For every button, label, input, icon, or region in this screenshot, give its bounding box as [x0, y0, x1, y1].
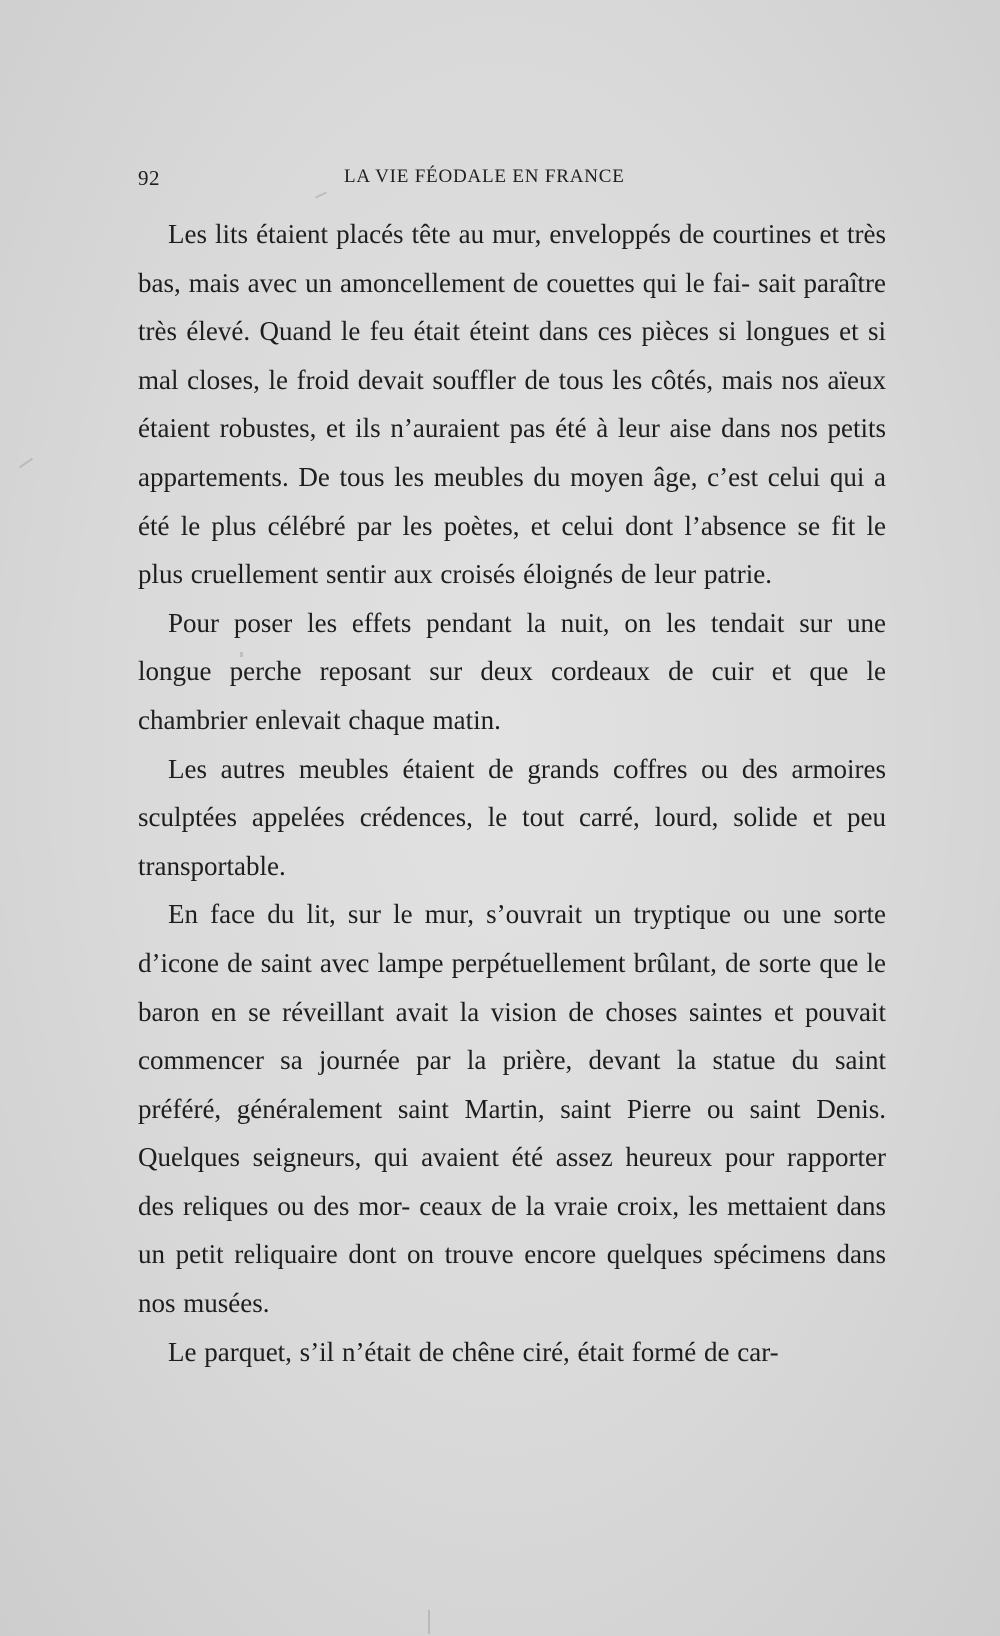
running-head: LA VIE FÉODALE EN FRANCE: [344, 166, 625, 187]
paper-speck: [19, 458, 33, 469]
page-number: 92: [138, 166, 160, 190]
paragraph-clothes-perch: Pour poser les effets pendant la nuit, on les tendait sur une longue perche reposant sur deux cordeaux de cuir et que le chambrier enlevait chaque matin.: [138, 607, 886, 735]
paper-speck: [428, 1610, 430, 1634]
page-header: [138, 166, 878, 196]
body-text: [138, 210, 886, 1376]
paragraph-chests: Les autres meubles étaient de grands coffres ou des armoires sculptées appelées crédences, le tout carré, lourd, solide et peu transportable.: [138, 753, 886, 881]
paragraph-floor: Le parquet, s’il n’était de chêne ciré, était formé de car-: [168, 1336, 779, 1367]
paragraph-icon: En face du lit, sur le mur, s’ouvrait un tryptique ou une sorte d’icone de saint avec lampe perpétuellement brûlant, de sorte que le baron en se réveillant avait la vision de choses saintes et pouvait commencer sa journée par la prière, devant la statue du saint préféré, généralement saint Martin, saint Pierre ou saint Denis. Quelques seigneurs, qui avaient été assez heureux pour rapporter des reliques ou des mor- ceaux de la vraie croix, les mettaient dans un petit reliquaire dont on trouve encore quelques spécimens dans nos musées.: [138, 899, 886, 1319]
paragraph-beds: Les lits étaient placés tête au mur, enveloppés de courtines et très bas, mais avec un amoncellement de couettes qui le fai- sait paraître très élevé. Quand le feu était éteint dans ces pièces si longues et si mal closes, le froid devait souffler de tous les côtés, mais nos aïeux étaient robustes, et ils n’auraient pas été à leur aise dans nos petits appartements. De tous les meubles du moyen âge, c’est celui qui a été le plus célébré par les poètes, et celui dont l’absence se fit le plus cruellement sentir aux croisés éloignés de leur patrie.: [138, 219, 886, 590]
